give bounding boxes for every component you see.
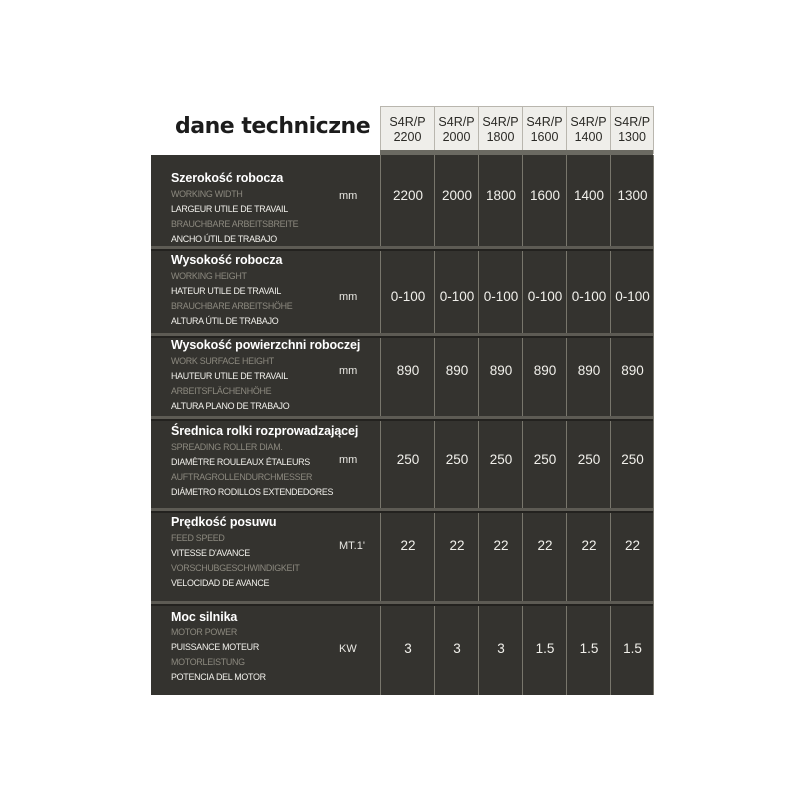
spec-value: 2000 xyxy=(441,188,473,203)
model-width: 1800 xyxy=(486,130,515,144)
spec-value: 1300 xyxy=(617,188,648,203)
spec-value: 3 xyxy=(453,641,461,656)
model-column-header xyxy=(566,106,611,154)
spec-label-pl: Wysokość robocza xyxy=(171,253,283,267)
spec-value: 0-100 xyxy=(390,289,426,304)
spec-label-fr: HAUTEUR UTILE DE TRAVAIL xyxy=(171,370,288,381)
spec-label-pl: Prędkość posuwu xyxy=(171,515,277,529)
spec-value: 3 xyxy=(404,641,412,656)
spec-value: 0-100 xyxy=(571,289,607,304)
spec-label-es: DIÁMETRO RODILLOS EXTENDEDORES xyxy=(171,486,334,497)
spec-value: 890 xyxy=(533,363,557,378)
column-divider xyxy=(434,155,435,695)
row-divider xyxy=(151,508,653,511)
column-divider xyxy=(380,155,381,695)
spec-value: 250 xyxy=(396,452,420,467)
row-divider xyxy=(151,601,653,604)
spec-value: 250 xyxy=(533,452,557,467)
spec-label-fr: HATEUR UTILE DE TRAVAIL xyxy=(171,285,282,296)
model-column-header xyxy=(522,106,567,154)
spec-value: 890 xyxy=(577,363,601,378)
spec-unit: mm xyxy=(339,454,358,466)
spec-value: 22 xyxy=(449,538,465,553)
model-width: 2200 xyxy=(393,130,422,144)
spec-value: 250 xyxy=(445,452,469,467)
page-title: dane techniczne xyxy=(175,114,371,139)
spec-label-es: ALTURA ÚTIL DE TRABAJO xyxy=(171,315,279,326)
model-column-header xyxy=(478,106,523,154)
spec-label-de: BRAUCHBARE ARBEITSBREITE xyxy=(171,218,299,229)
spec-label-es: VELOCIDAD DE AVANCE xyxy=(171,577,270,588)
row-divider xyxy=(151,246,653,249)
model-column-header xyxy=(610,106,654,154)
spec-label-es: ALTURA PLANO DE TRABAJO xyxy=(171,400,290,411)
spec-value: 890 xyxy=(396,363,420,378)
spec-label-en: FEED SPEED xyxy=(171,532,225,543)
spec-label-fr: PUISSANCE MOTEUR xyxy=(171,641,259,652)
spec-label-de: VORSCHUBGESCHWINDIGKEIT xyxy=(171,562,300,573)
model-column-header xyxy=(380,106,435,154)
spec-label-de: ARBEITSFLÄCHENHÖHE xyxy=(171,385,272,396)
spec-value: 1400 xyxy=(573,188,605,203)
column-divider xyxy=(653,155,654,695)
spec-value: 1.5 xyxy=(623,641,642,656)
spec-unit: mm xyxy=(339,190,358,202)
spec-value: 1600 xyxy=(529,188,561,203)
spec-value: 1.5 xyxy=(579,641,599,656)
spec-label-es: POTENCIA DEL MOTOR xyxy=(171,671,266,682)
column-divider xyxy=(566,155,567,695)
spec-label-pl: Moc silnika xyxy=(171,610,238,624)
spec-value: 890 xyxy=(489,363,513,378)
spec-label-de: AUFTRAGROLLENDURCHMESSER xyxy=(171,471,313,482)
spec-label-pl: Wysokość powierzchni roboczej xyxy=(171,338,361,352)
spec-label-pl: Szerokość robocza xyxy=(171,171,284,185)
spec-unit: KW xyxy=(339,643,357,655)
spec-value: 22 xyxy=(400,538,416,553)
spec-value: 250 xyxy=(621,452,644,467)
spec-value: 22 xyxy=(624,538,641,553)
spec-value: 0-100 xyxy=(615,289,650,304)
model-column-header xyxy=(434,106,479,154)
spec-value: 890 xyxy=(621,363,644,378)
spec-value: 22 xyxy=(537,538,553,553)
spec-value: 2200 xyxy=(392,188,424,203)
column-divider xyxy=(478,155,479,695)
spec-value: 0-100 xyxy=(483,289,519,304)
spec-value: 250 xyxy=(489,452,513,467)
spec-label-fr: VITESSE D'AVANCE xyxy=(171,547,250,558)
model-width: 1300 xyxy=(618,130,646,144)
spec-label-de: BRAUCHBARE ARBEITSHÖHE xyxy=(171,300,293,311)
spec-label-en: WORKING WIDTH xyxy=(171,188,243,199)
model-width: 1600 xyxy=(530,130,559,144)
spec-value: 0-100 xyxy=(527,289,563,304)
model-width: 2000 xyxy=(442,130,471,144)
model-width: 1400 xyxy=(574,130,603,144)
spec-label-de: MOTORLEISTUNG xyxy=(171,656,245,667)
model-name: S4R/P xyxy=(482,115,519,129)
row-divider xyxy=(151,333,653,336)
spec-value: 0-100 xyxy=(439,289,475,304)
spec-value: 1.5 xyxy=(535,641,555,656)
spec-unit: mm xyxy=(339,365,358,377)
spec-label-en: SPREADING ROLLER DIAM. xyxy=(171,441,283,452)
spec-value: 250 xyxy=(577,452,601,467)
spec-label-es: ANCHO ÚTIL DE TRABAJO xyxy=(171,233,277,244)
spec-unit: MT.1' xyxy=(339,540,365,552)
model-name: S4R/P xyxy=(389,115,426,129)
model-name: S4R/P xyxy=(526,115,563,129)
spec-label-fr: DIAMÈTRE ROULEAUX ÉTALEURS xyxy=(171,456,310,467)
spec-value: 22 xyxy=(493,538,509,553)
spec-label-en: WORK SURFACE HEIGHT xyxy=(171,355,274,366)
spec-value: 890 xyxy=(445,363,469,378)
spec-label-en: WORKING HEIGHT xyxy=(171,270,247,281)
spec-unit: mm xyxy=(339,291,358,303)
spec-value: 3 xyxy=(497,641,505,656)
column-divider xyxy=(522,155,523,695)
spec-label-pl: Średnica rolki rozprowadzającej xyxy=(171,424,359,438)
spec-value: 1800 xyxy=(485,188,517,203)
row-divider xyxy=(151,416,653,419)
model-name: S4R/P xyxy=(570,115,607,129)
spec-label-en: MOTOR POWER xyxy=(171,626,237,637)
model-name: S4R/P xyxy=(438,115,475,129)
spec-label-fr: LARGEUR UTILE DE TRAVAIL xyxy=(171,203,288,214)
spec-value: 22 xyxy=(581,538,597,553)
column-divider xyxy=(610,155,611,695)
model-name: S4R/P xyxy=(613,115,651,129)
